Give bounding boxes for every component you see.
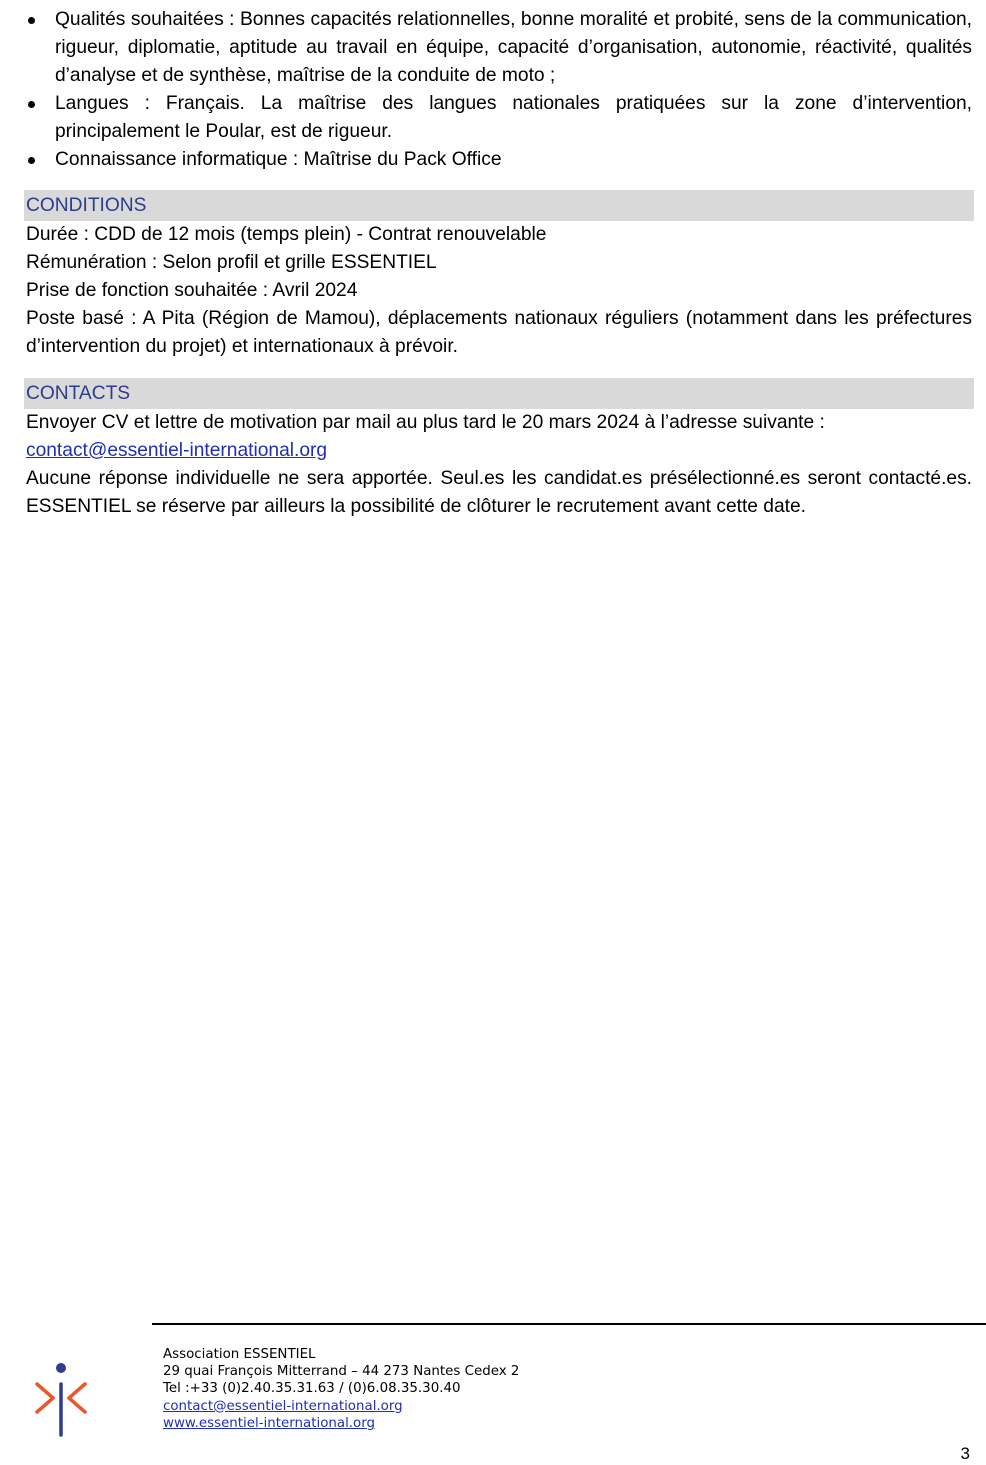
list-item: [26, 90, 972, 146]
bullet-icon: [28, 101, 35, 108]
footer-address: 29 quai François Mitterrand – 44 273 Nantes Cedex 2: [163, 1364, 520, 1380]
application-instructions: Envoyer CV et lettre de motivation par mail au plus tard le 20 mars 2024 à l’adresse suivante :: [26, 412, 825, 433]
footer-website-link[interactable]: www.essentiel-international.org: [163, 1415, 376, 1431]
page-content: [26, 6, 972, 521]
requirements-list: [26, 6, 972, 174]
footer-email-link[interactable]: contact@essentiel-international.org: [163, 1398, 403, 1414]
start-date-line: Prise de fonction souhaitée : Avril 2024: [26, 280, 358, 301]
duration-line: Durée : CDD de 12 mois (temps plein) - Contrat renouvelable: [26, 224, 547, 245]
contacts-heading: CONTACTS: [24, 378, 974, 409]
response-note: Aucune réponse individuelle ne sera apportée. Seul.es les candidat.es présélectionné.es seront contacté.es. ESSENTIEL se réserve par ailleurs la possibilité de clôturer le recrutement avant cette date.: [26, 468, 972, 517]
bullet-icon: [28, 17, 35, 24]
location-line: Poste basé : A Pita (Région de Mamou), déplacements nationaux réguliers (notamment dans les préfectures d’intervention du projet) et internationaux à prévoir.: [26, 308, 972, 357]
list-item-text: Qualités souhaitées : Bonnes capacités relationnelles, bonne moralité et probité, sens de la communication, rigueur, diplomatie, aptitude au travail en équipe, capacité d’organisation, autonomie, réactivité, qualités d’analyse et de synthèse, maîtrise de la conduite de moto ;: [55, 9, 972, 86]
list-item: [26, 6, 972, 90]
footer-contact-block: [163, 1346, 519, 1432]
list-item-text: Connaissance informatique : Maîtrise du Pack Office: [55, 149, 502, 170]
footer-phone: Tel :+33 (0)2.40.35.31.63 / (0)6.08.35.30.40: [163, 1381, 461, 1397]
conditions-section: [26, 221, 972, 361]
footer-divider: [152, 1323, 986, 1325]
essentiel-logo-icon: [32, 1360, 90, 1438]
page-number: 3: [960, 1444, 970, 1463]
list-item: [26, 146, 972, 174]
bullet-icon: [28, 157, 35, 164]
list-item-text: Langues : Français. La maîtrise des langues nationales pratiquées sur la zone d’intervention, principalement le Poular, est de rigueur.: [55, 93, 972, 142]
conditions-heading: CONDITIONS: [24, 190, 974, 221]
salary-line: Rémunération : Selon profil et grille ESSENTIEL: [26, 252, 437, 273]
contact-email-link[interactable]: contact@essentiel-international.org: [26, 440, 328, 461]
footer-org-name: Association ESSENTIEL: [163, 1347, 316, 1362]
contacts-section: [26, 409, 972, 521]
